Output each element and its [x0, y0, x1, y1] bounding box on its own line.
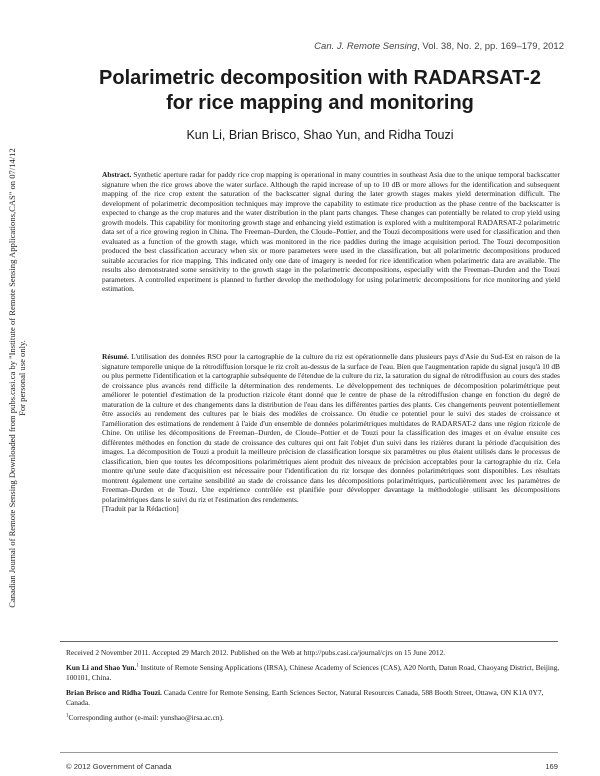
- footnotes: [66, 648, 560, 728]
- side-note-line-2: For personal use only.: [17, 340, 27, 416]
- affiliation-1-marker: 1: [136, 663, 139, 669]
- article-title: [60, 66, 580, 116]
- journal-name: Can. J. Remote Sensing: [314, 41, 418, 52]
- side-note-line-1: Canadian Journal of Remote Sensing Downloaded from pubs.casi.ca by "Institute of Remote Sensing Applications,CAS" on 07/14/12: [7, 148, 17, 608]
- affiliation-1-text: Institute of Remote Sensing Applications (IRSA), Chinese Academy of Sciences (CAS), A20 North, Datun Road, Chaoyang District, Beijing, 100101, China.: [66, 663, 560, 682]
- journal-volume-info: , Vol. 38, No. 2, pp. 169–179, 2012: [417, 41, 564, 52]
- abstract-body: Synthetic aperture radar for paddy rice crop mapping is operational in many countries in southeast Asia due to the unique temporal backscatter signature when the rice grows above the water surface. Although the rapid increase of up to 10 dB or more allows for the identification and subsequent mapping of the rice crop extent the saturation of the backscatter signal during the later growth stages makes yield determination difficult. The development of polarimetric decomposition techniques may improve the capability to estimate rice production as the phase centre of the backscatter is expected to change as the crop matures and the water distribution in the plant parts changes. These changes can potentially be related to crop yield using growth models. This capability for monitoring growth stage and enhancing yield estimation is explored with a multitemporal RADARSAT-2 polarimetric data set of a rice growing region in China. The Freeman–Durden, the Cloude–Pottier, and the Touzi decompositions were used for classification and then evaluated as a function of the growth stage, which was monitored in the rice paddies during the image acquisition period. The Touzi decomposition produced the best classification accuracy when six or more parameters were used in the classification, but all polarimetric decompositions produced suitable accuracies for rice mapping. This indicated only one date of imagery is needed for rice identification when polarimetric data are available. The results also demonstrated some sensitivity to the growth stage in the polarimetric decompositions, especially with the Freeman–Durden and the Touzi parameters. A controlled experiment is planned to further develop the methodology for using polarimetric decompositions for rice monitoring and yield estimation.: [102, 170, 560, 293]
- title-line-1: Polarimetric decomposition with RADARSAT-2: [99, 67, 541, 89]
- abstract-label: Abstract.: [102, 170, 132, 179]
- corresponding-author-text: Corresponding author (e-mail: yunshao@irsa.ac.cn).: [68, 713, 224, 723]
- translation-note: [Traduit par la Rédaction]: [102, 504, 179, 513]
- download-side-note: [3, 128, 31, 628]
- footnote-divider: [60, 641, 558, 642]
- page-number: 169: [545, 762, 558, 771]
- journal-reference: [314, 41, 564, 52]
- abstract-section: [102, 170, 560, 294]
- affiliation-2-text: Canada Centre for Remote Sensing, Earth Sciences Sector, Natural Resources Canada, 588 Booth Street, Ottawa, ON K1A 0Y7, Canada.: [66, 688, 544, 707]
- received-dates: Received 2 November 2011. Accepted 29 March 2012. Published on the Web at http://pubs.casi.ca/journal/cjrs on 15 June 2012.: [66, 648, 446, 657]
- affiliation-1-names: Kun Li and Shao Yun.: [66, 663, 137, 673]
- footer-divider: [60, 752, 558, 753]
- resume-section: [102, 352, 560, 514]
- resume-body: L'utilisation des données RSO pour la cartographie de la culture du riz est opérationnelle dans plusieurs pays d'Asie du Sud-Est en raison de la signature temporelle unique de la rétrodiffusion lorsque le riz croît au-dessus de la surface de l'eau. Bien que l'augmentation rapide du signal jusqu'à 10 dB ou plus permette l'identification et la cartographie subséquente de l'étendue de la culture du riz, la saturation du signal de rétrodiffusion au cours des stades de croissance plus avancés rend difficile la détermination des rendements. Le développement des techniques de décomposition polarimétrique peut améliorer le potentiel d'estimation de la production rizicole étant donné que le centre de phase de la rétrodiffusion change en fonction du degré de maturation de la culture et des changements dans la distribution de l'eau dans les différentes parties des plants. Ces changements peuvent potentiellement être associés au rendement des cultures par le biais des modèles de croissance. On étudie ce potentiel pour le suivi des stades de croissance et l'amélioration des estimations de rendement à l'aide d'un ensemble de données polarimétriques multidates de RADARSAT-2 dans une région rizicole de Chine. On utilise les décompositions de Freeman–Durden, de Cloude–Pottier et de Touzi pour la classification des images et on évalue ensuite ces différentes méthodes en fonction du stade de croissance des cultures qui ont fait l'objet d'un suivi dans les rizières durant la période d'acquisition des images. La décomposition de Touzi a produit la meilleure précision de classification lorsque six paramètres ou plus étaient utilisés dans le processus de classification, bien que toutes les décompositions polarimétriques aient produit des niveaux de précision acceptables pour la cartographie du riz. Cela montre qu'une seule date d'acquisition est nécessaire pour l'identification du riz lorsque des données polarimétriques sont disponibles. Les résultats montrent également une certaine sensibilité au stade de croissance dans les décompositions polarimétriques, particulièrement avec les paramètres de Freeman–Durden et de Touzi. Une expérience contrôlée est planifiée pour développer davantage la méthodologie utilisant les décompositions polarimétriques dans le suivi du riz et l'estimation des rendements.: [102, 352, 560, 504]
- title-line-2: for rice mapping and monitoring: [166, 92, 474, 114]
- copyright-notice: © 2012 Government of Canada: [66, 762, 172, 771]
- affiliation-2-names: Brian Brisco and Ridha Touzi.: [66, 688, 162, 698]
- resume-label: Résumé.: [102, 352, 129, 361]
- affiliation-2: [66, 688, 560, 707]
- corresponding-author: [66, 713, 560, 722]
- affiliation-1: [66, 663, 560, 682]
- corresponding-marker: 1: [66, 713, 69, 719]
- author-list: Kun Li, Brian Brisco, Shao Yun, and Ridha Touzi: [186, 128, 454, 142]
